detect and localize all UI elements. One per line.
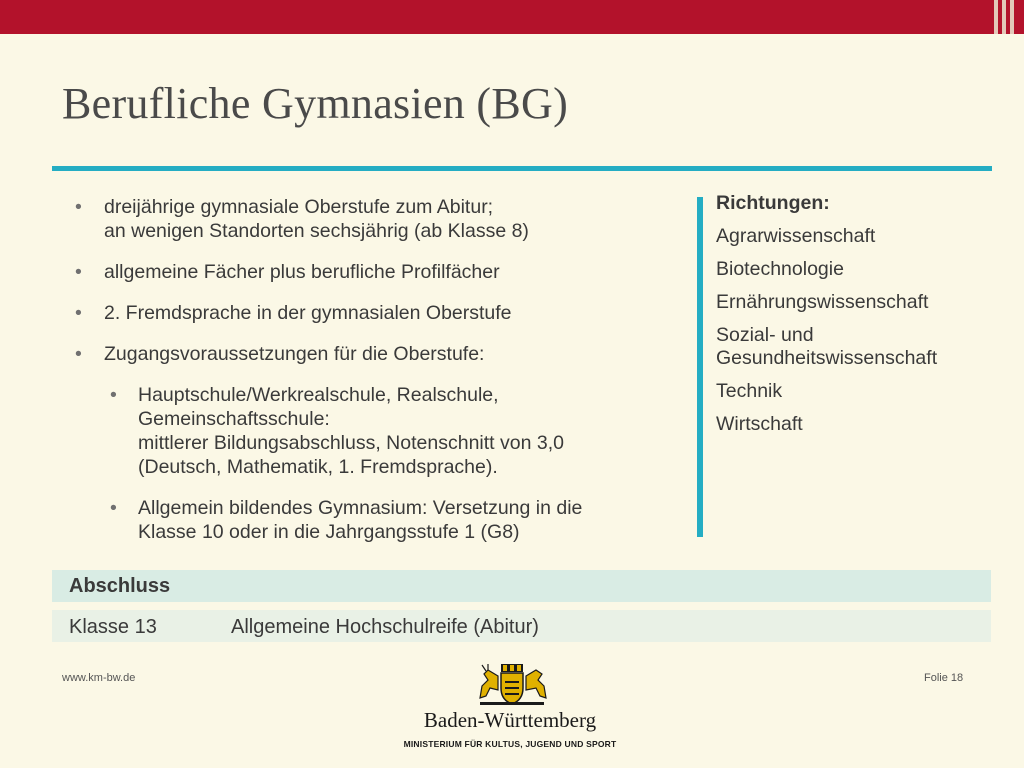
richtung-item: Wirtschaft	[716, 413, 803, 435]
coat-of-arms-icon	[474, 662, 550, 706]
bullet-list	[72, 195, 672, 561]
bullet-line: • allgemeine Fächer plus berufliche Profilfächer	[104, 261, 500, 283]
bullet-line: • Zugangsvoraussetzungen für die Oberstufe:	[104, 343, 485, 365]
richtung-item: Biotechnologie	[716, 258, 844, 280]
abschluss-klasse: Klasse 13	[69, 616, 157, 638]
bullet-item	[72, 260, 672, 284]
richtungen-heading: Richtungen:	[716, 192, 830, 214]
bullet-line: • dreijährige gymnasiale Oberstufe zum Abitur;	[104, 196, 494, 218]
bullet-line: • 2. Fremdsprache in der gymnasialen Oberstufe	[104, 302, 512, 324]
top-bar-stripe	[1010, 0, 1014, 34]
top-bar-stripe	[994, 0, 998, 34]
bullet-line: an wenigen Standorten sechsjährig (ab Klasse 8)	[104, 220, 529, 242]
logo-subtitle: MINISTERIUM FÜR KULTUS, JUGEND UND SPORT	[403, 739, 617, 749]
richtung-item: Sozial- und	[716, 324, 814, 346]
bullet-line: mittlerer Bildungsabschluss, Notenschnitt von 3,0	[138, 432, 564, 454]
top-bar-stripe	[1002, 0, 1006, 34]
sub-bullet-item	[72, 496, 672, 544]
bullet-item	[72, 301, 672, 325]
slide-title: Berufliche Gymnasien (BG)	[62, 79, 569, 128]
richtungen-panel	[716, 192, 1006, 446]
bullet-line: Gemeinschaftsschule:	[138, 408, 330, 430]
abschluss-row	[52, 610, 991, 642]
richtung-item: Technik	[716, 380, 783, 402]
abschluss-degree: Allgemeine Hochschulreife (Abitur)	[231, 616, 539, 638]
bullet-line: Klasse 10 oder in die Jahrgangsstufe 1 (G8)	[138, 521, 520, 543]
footer-url: www.km-bw.de	[62, 672, 136, 684]
bullet-line: • Allgemein bildendes Gymnasium: Versetzung in die	[138, 497, 583, 519]
richtungen-divider	[697, 197, 703, 537]
bullet-item	[72, 195, 672, 243]
bullet-line: (Deutsch, Mathematik, 1. Fremdsprache).	[138, 456, 498, 478]
title-underline	[52, 166, 992, 171]
bullet-item	[72, 342, 672, 366]
logo-name: Baden-Württemberg	[423, 708, 597, 732]
top-red-bar	[0, 0, 1024, 34]
abschluss-heading: Abschluss	[69, 575, 171, 597]
abschluss-header	[52, 570, 991, 602]
richtung-item: Gesundheitswissenschaft	[716, 347, 938, 369]
richtung-item: Agrarwissenschaft	[716, 225, 876, 247]
slide-number: Folie 18	[924, 672, 964, 684]
bullet-line: • Hauptschule/Werkrealschule, Realschule,	[138, 384, 499, 406]
sub-bullet-item	[72, 383, 672, 479]
richtung-item: Ernährungswissenschaft	[716, 291, 929, 313]
